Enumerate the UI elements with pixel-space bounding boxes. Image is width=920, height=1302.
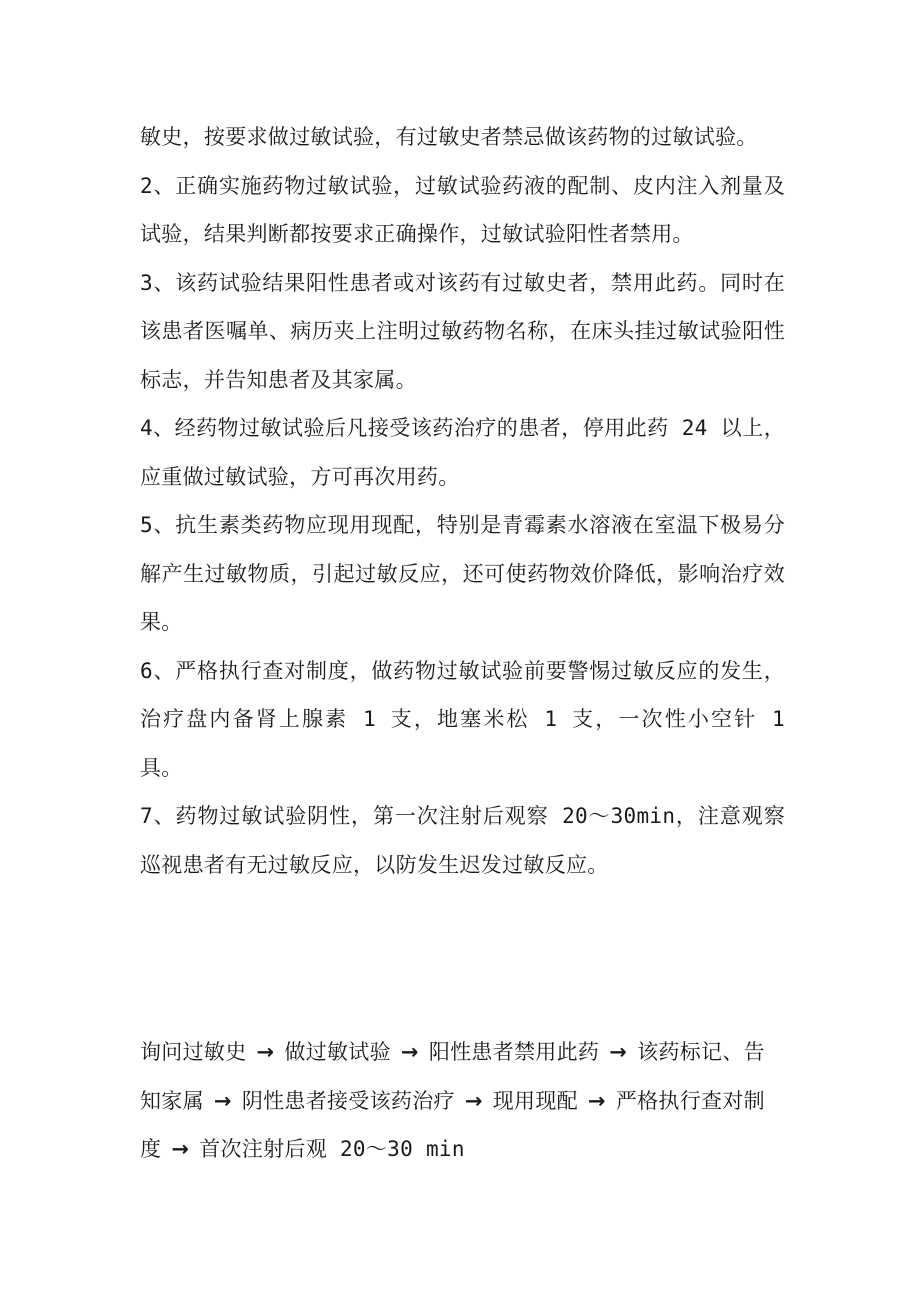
arrow-right-icon: → [400, 1040, 419, 1064]
flow-step-2: 做过敏试验 [284, 1040, 391, 1064]
arrow-right-icon: → [213, 1088, 232, 1113]
paragraph-intro-continuation: 敏史，按要求做过敏试验，有过敏史者禁忌做该药物的过敏试验。 [140, 125, 758, 149]
paragraph-rule-6: 6、严格执行查对制度，做药物过敏试验前要警惕过敏反应的发生，治疗盘内备肾上腺素 1 支，地塞米松 1 支，一次性小空针 1 具。 [140, 658, 785, 780]
paragraph-rule-4: 4、经药物过敏试验后凡接受该药治疗的患者，停用此药 24 以上，应重做过敏试验，方可再次用药。 [140, 416, 785, 489]
flow-step-3: 阳性患者禁用此药 [428, 1040, 600, 1064]
paragraph-rule-5: 5、抗生素类药物应现用现配，特别是青霉素水溶液在室温下极易分解产生过敏物质，引起过敏反应，还可使药物效价降低，影响治疗效果。 [140, 513, 785, 634]
arrow-right-icon: → [587, 1088, 606, 1113]
process-flow [140, 1028, 785, 1174]
flow-step-4: 该药标记、告知家属 [140, 1040, 765, 1113]
flow-step-1: 询问过敏史 [140, 1040, 247, 1064]
paragraph-rule-2: 2、正确实施药物过敏试验，过敏试验药液的配制、皮内注入剂量及试验，结果判断都按要求正确操作，过敏试验阳性者禁用。 [140, 173, 785, 246]
arrow-right-icon: → [464, 1088, 483, 1113]
arrow-right-icon: → [256, 1040, 275, 1064]
paragraph-rule-7: 7、药物过敏试验阴性，第一次注射后观察 20～30min，注意观察巡视患者有无过敏反应，以防发生迟发过敏反应。 [140, 804, 785, 877]
arrow-right-icon: → [609, 1040, 628, 1064]
flow-step-5: 阴性患者接受该药治疗 [241, 1088, 455, 1113]
flow-step-8: 首次注射后观 20～30 min [199, 1137, 465, 1161]
paragraph-rule-3: 3、该药试验结果阳性患者或对该药有过敏史者，禁用此药。同时在该患者医嘱单、病历夹上注明过敏药物名称，在床头挂过敏试验阳性标志，并告知患者及其家属。 [140, 270, 785, 392]
flow-step-6: 现用现配 [492, 1088, 578, 1113]
arrow-right-icon: → [171, 1137, 190, 1161]
document-body [140, 113, 785, 889]
flow-step-7: 严格执行查对制度 [140, 1088, 765, 1161]
